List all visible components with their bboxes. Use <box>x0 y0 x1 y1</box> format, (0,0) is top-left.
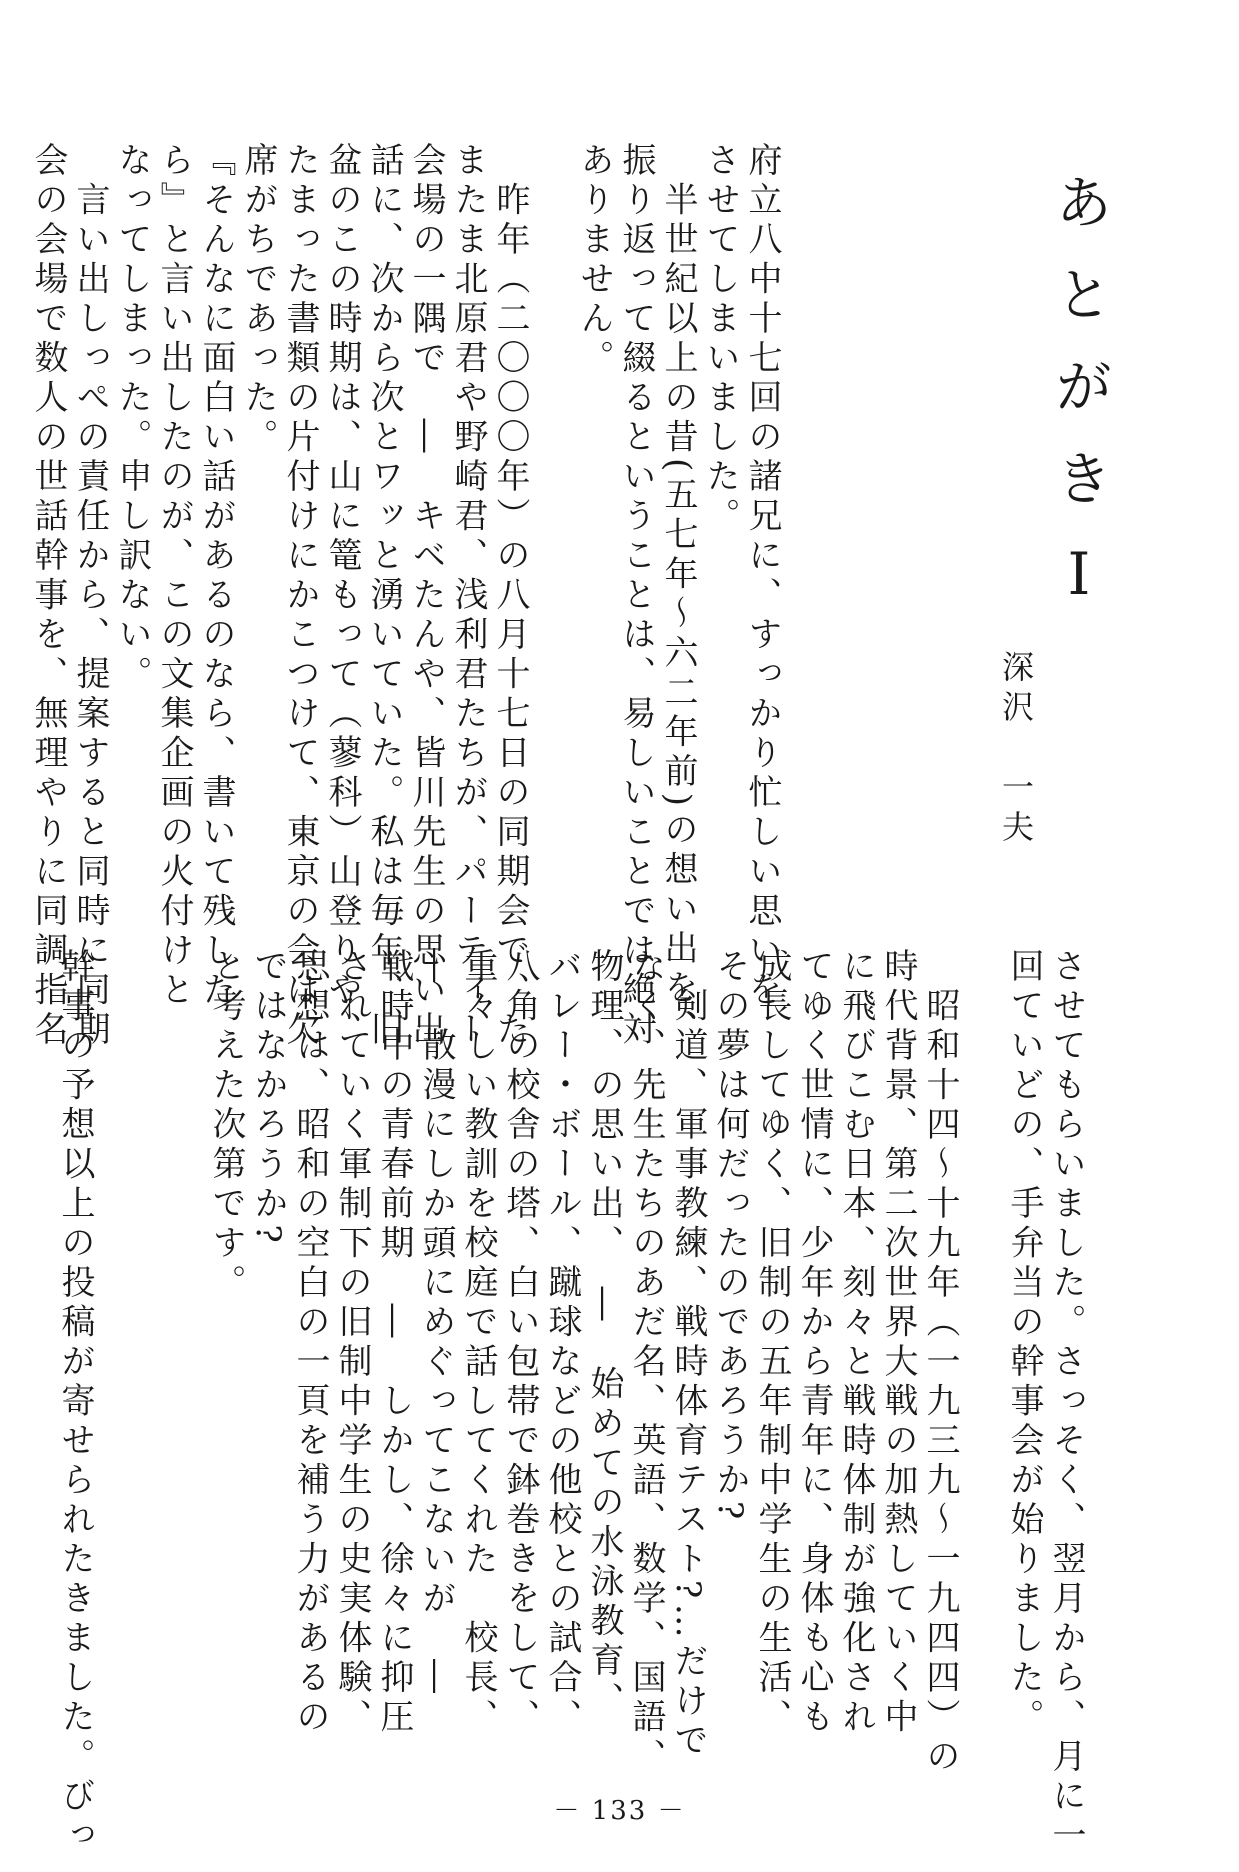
text-column: ― 散漫にしか頭にめぐってこないが ― <box>416 948 456 1699</box>
text-column: バレー・ボール、蹴球などの他校との試合、 <box>542 948 582 1738</box>
text-column: 時代背景、第二次世界大戦の加熱していく中 <box>878 948 918 1738</box>
text-column: 重々しい教訓を校庭で話してくれた 校長、 <box>458 948 498 1738</box>
text-column: 成長してゆく、旧制の五年制中学生の生活、 <box>752 948 792 1738</box>
text-column: 府立八中十七回の諸兄に、すっかり忙しい思いを <box>742 142 782 1011</box>
text-column: されていく軍制下の旧制中学生の史実体験、 <box>332 948 372 1738</box>
text-column: 幹事の予想以上の投稿が寄せられたきました。びっ <box>55 948 95 1857</box>
text-column: 物理、の思い出、 ― 始めての水泳教育、 <box>584 948 624 1721</box>
text-column: 盆のこの時期は、山に篭もって（蓼科）山登りや、 <box>322 142 362 1051</box>
text-column: たまった書類の片付けにかこつけて、東京の会は欠 <box>280 142 320 1051</box>
text-column: 回ていどの、手弁当の幹事会が始りました。 <box>1004 948 1044 1738</box>
text-column: 剣道、軍事教練、戦時体育テスト?…だけで <box>668 948 708 1762</box>
text-column: 席がちであった。 <box>238 142 278 458</box>
text-column: なってしまった。申し訳ない。 <box>112 142 152 695</box>
text-column: 戦時中の青春前期 ― しかし、徐々に抑圧 <box>374 948 414 1738</box>
text-column: ありません。 <box>574 142 614 379</box>
text-column: 『そんなに面白い話があるのなら、書いて残した <box>196 142 236 1011</box>
text-column: 振り返って綴るということは、易しいことでは絶対 <box>616 142 656 1051</box>
text-column: 思想は、昭和の空白の一頁を補う力があるの <box>290 948 330 1738</box>
page-number: － 133 － <box>553 1796 686 1826</box>
text-column: なく、先生たちのあだ名、英語、数学、国語、 <box>626 948 666 1778</box>
text-column: 昨年（二〇〇〇年）の八月十七日の同期会で、た <box>490 142 530 1051</box>
text-column: 言い出しっぺの責任から、提案すると同時に同期 <box>70 142 110 1051</box>
page-title: あとがきⅠ <box>1045 172 1113 642</box>
text-column: させてもらいました。さっそく、翌月から、月に一 <box>1046 948 1086 1857</box>
text-column: に飛びこむ日本、刻々と戦時体制が強化され <box>836 948 876 1738</box>
text-column: てゆく世情に、少年から青年に、身体も心も <box>794 948 834 1738</box>
text-column: ら』と言い出したのが、この文集企画の火付けと <box>154 142 194 1011</box>
text-column: と考えた次第です。 <box>206 948 246 1304</box>
text-column: させてしまいました。 <box>700 142 740 537</box>
text-column: ではなかろうか? <box>248 948 288 1249</box>
text-column: 半世紀以上の昔(五七年〜六二年前)の想い出を、 <box>658 142 698 1049</box>
text-column: 会の会場で数人の世話幹事を、無理やりに同調指名 <box>28 142 68 1051</box>
text-column: 八角の校舎の塔、白い包帯で鉢巻きをして、 <box>500 948 540 1738</box>
author-name: 深沢 一夫 <box>997 650 1035 850</box>
text-column: 話に、次から次とワッと湧いていた。私は毎年、旧 <box>364 142 404 1051</box>
text-column: またま北原君や野崎君、浅利君たちが、パーティー <box>448 142 488 1051</box>
text-column: 会場の一隅で ― キベたんや、皆川先生の思い出 <box>406 142 446 1051</box>
text-column: 昭和十四〜十九年（一九三九〜一九四四）の <box>920 948 960 1778</box>
text-column: その夢は何だったのであろうか? <box>710 948 750 1525</box>
